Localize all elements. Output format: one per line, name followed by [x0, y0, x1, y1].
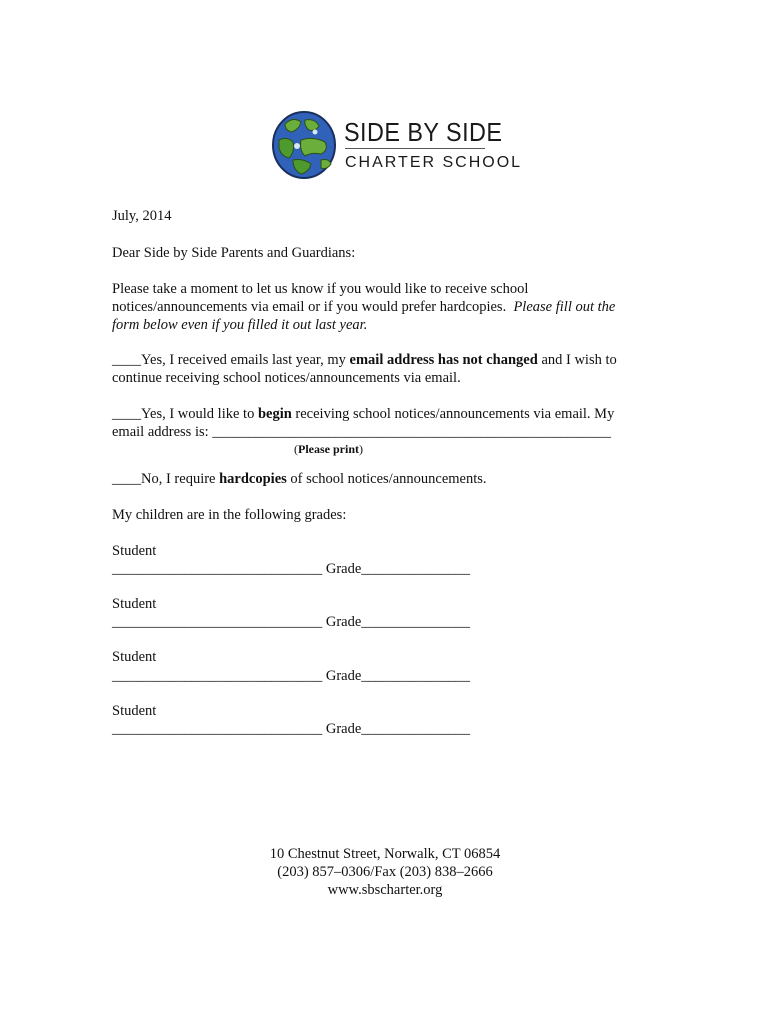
- option-3-blank[interactable]: ____: [112, 471, 141, 487]
- school-logo: [268, 108, 523, 182]
- salutation: Dear Side by Side Parents and Guardians:: [112, 245, 356, 261]
- email-address-field[interactable]: email address is: _______________________________________________________: [112, 424, 612, 440]
- intro-instruction: Please fill out the: [513, 299, 616, 315]
- footer-address: 10 Chestnut Street, Norwalk, CT 06854: [269, 846, 501, 862]
- student-grade-field[interactable]: _____________________________ Grade_______________: [112, 721, 471, 737]
- logo-title: SIDE BY SIDE: [344, 117, 503, 147]
- student-label: Student: [112, 649, 157, 665]
- student-grade-field[interactable]: _____________________________ Grade_______________: [112, 614, 471, 630]
- option-hardcopies: ____No, I require hardcopies of school notices/announcements.: [112, 471, 487, 487]
- letter-date: July, 2014: [112, 208, 172, 224]
- please-print-note: (Please print): [294, 442, 363, 456]
- student-label: Student: [112, 703, 157, 719]
- intro-line-1: Please take a moment to let us know if you would like to receive school: [112, 281, 529, 297]
- globe-icon: [271, 110, 337, 180]
- intro-line-2: [112, 298, 615, 316]
- logo-divider: [345, 148, 485, 149]
- option-1-blank[interactable]: ____: [112, 352, 141, 368]
- option-email-unchanged: ____Yes, I received emails last year, my email address has not changed and I wish to: [112, 352, 617, 368]
- option-1-line-2: continue receiving school notices/announcements via email.: [112, 370, 461, 386]
- student-label: Student: [112, 543, 157, 559]
- intro-line-3: form below even if you filled it out last year.: [112, 317, 368, 333]
- student-grade-field[interactable]: _____________________________ Grade_______________: [112, 668, 471, 684]
- children-heading: My children are in the following grades:: [112, 507, 347, 523]
- footer-phone: (203) 857–0306/Fax (203) 838–2666: [277, 864, 493, 880]
- student-grade-field[interactable]: _____________________________ Grade_______________: [112, 561, 471, 577]
- option-2-blank[interactable]: ____: [112, 406, 141, 422]
- option-email-begin: ____Yes, I would like to begin receiving school notices/announcements via email. My: [112, 406, 615, 422]
- logo-subtitle: CHARTER SCHOOL: [345, 154, 523, 171]
- intro-line-2-text: notices/announcements via email or if you would prefer hardcopies.: [112, 299, 507, 315]
- footer-website[interactable]: www.sbscharter.org: [327, 882, 443, 898]
- student-label: Student: [112, 596, 157, 612]
